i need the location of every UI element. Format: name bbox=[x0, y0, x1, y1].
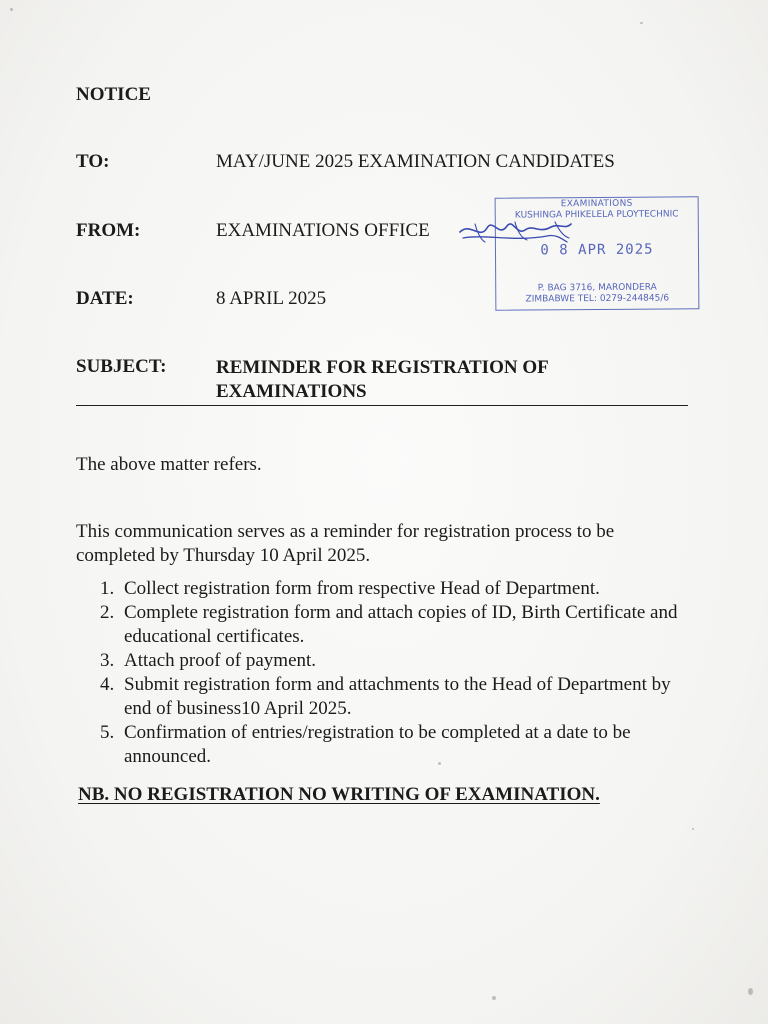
scan-speck bbox=[640, 22, 643, 24]
scan-speck bbox=[438, 762, 441, 765]
stamp-office-line: EXAMINATIONS bbox=[560, 198, 633, 210]
step-number: 1. bbox=[100, 578, 115, 599]
list-item bbox=[76, 673, 696, 721]
notice-heading: NOTICE bbox=[76, 84, 151, 105]
signature-scribble bbox=[455, 212, 585, 252]
step-text: Attach proof of payment. bbox=[124, 650, 317, 671]
step-text: Collect registration form from respective Head of Department. bbox=[124, 578, 600, 599]
step-number: 5. bbox=[100, 722, 115, 743]
list-item bbox=[76, 649, 696, 673]
step-text: Complete registration form and attach copies of ID, Birth Certificate and educational certificates. bbox=[124, 602, 678, 647]
step-text: Confirmation of entries/registration to be completed at a date to be announced. bbox=[124, 722, 631, 767]
reminder-paragraph: This communication serves as a reminder for registration process to be completed by Thursday 10 April 2025. bbox=[76, 521, 615, 566]
list-item bbox=[76, 577, 696, 601]
to-value: MAY/JUNE 2025 EXAMINATION CANDIDATES bbox=[216, 151, 615, 172]
stamp-phone-line: ZIMBABWE TEL: 0279-244845/6 bbox=[525, 293, 670, 305]
step-number: 2. bbox=[100, 602, 115, 623]
list-item bbox=[76, 601, 696, 649]
date-label: DATE: bbox=[76, 288, 134, 309]
from-label: FROM: bbox=[76, 220, 141, 241]
stamp-institution-line: KUSHINGA PHIKELELA PLOYTECHNIC bbox=[514, 209, 679, 221]
scan-speck bbox=[10, 8, 13, 11]
scan-speck bbox=[492, 996, 496, 1000]
scan-speck bbox=[692, 828, 694, 830]
step-text: Submit registration form and attachments to the Head of Department by end of business10 April 2025. bbox=[124, 674, 671, 719]
subject-divider bbox=[76, 405, 688, 406]
to-label: TO: bbox=[76, 151, 110, 172]
stamp-date: 0 8 APR 2025 bbox=[540, 241, 654, 259]
step-number: 4. bbox=[100, 674, 115, 695]
step-number: 3. bbox=[100, 650, 115, 671]
stamp-address-line: P. BAG 3716, MARONDERA bbox=[537, 282, 657, 294]
scan-speck bbox=[748, 988, 753, 995]
opening-paragraph: The above matter refers. bbox=[76, 454, 262, 475]
list-item bbox=[76, 721, 696, 769]
subject-value: REMINDER FOR REGISTRATION OF EXAMINATIONS bbox=[216, 357, 548, 402]
date-value: 8 APRIL 2025 bbox=[216, 288, 327, 309]
subject-label: SUBJECT: bbox=[76, 356, 167, 377]
from-value: EXAMINATIONS OFFICE bbox=[216, 220, 430, 241]
registration-steps-list bbox=[76, 577, 696, 769]
nb-warning: NB. NO REGISTRATION NO WRITING OF EXAMINATION. bbox=[78, 784, 600, 805]
